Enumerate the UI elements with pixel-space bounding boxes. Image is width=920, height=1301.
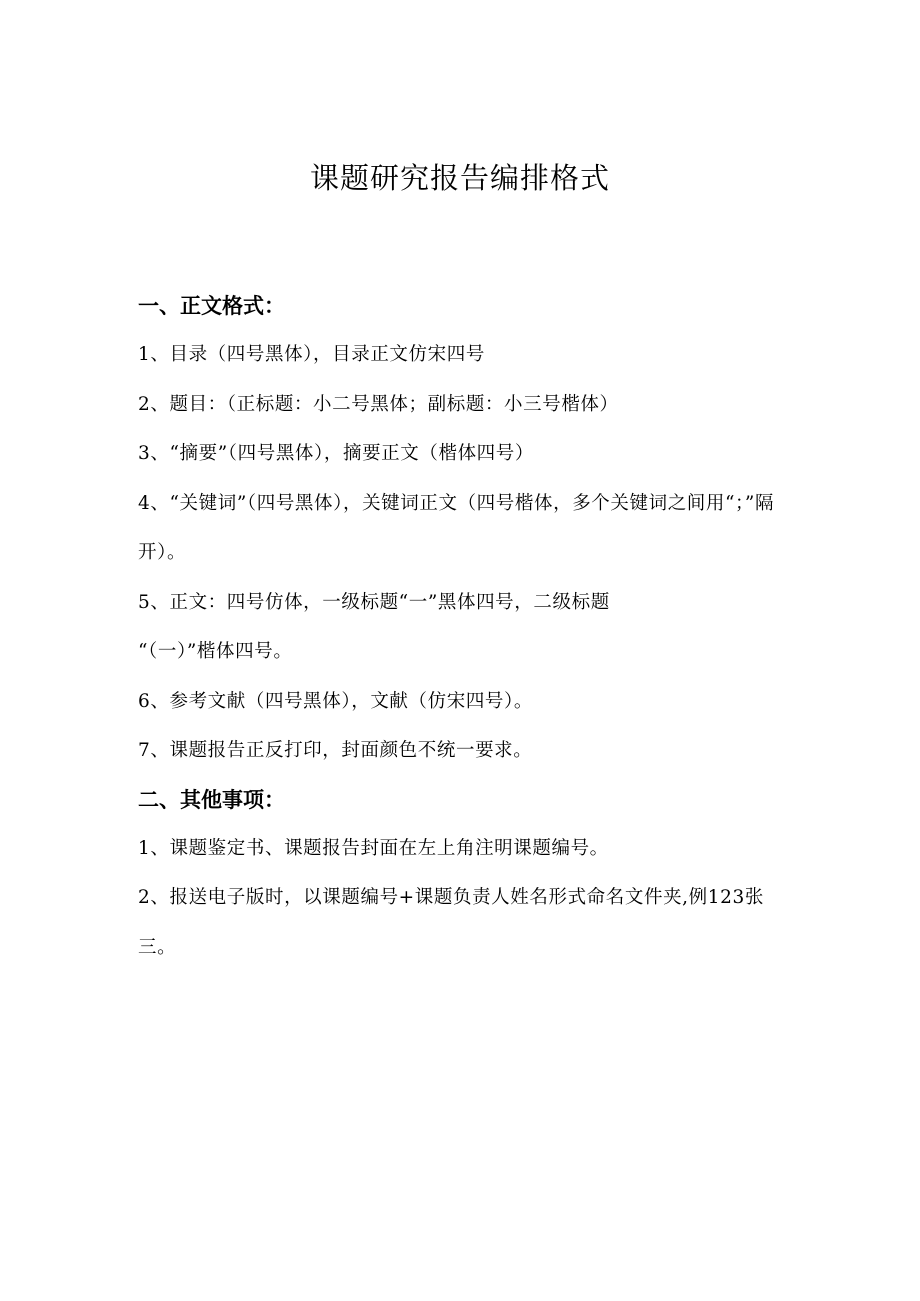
list-item: 2、题目：（正标题：小二号黑体；副标题：小三号楷体） [138, 393, 619, 415]
document-title: 课题研究报告编排格式 [309, 161, 610, 195]
section-other-matters [138, 776, 788, 973]
list-item: 6、参考文献（四号黑体），文献（仿宋四号）。 [138, 690, 533, 712]
list-item: 1、课题鉴定书、课题报告封面在左上角注明课题编号。 [138, 837, 609, 859]
section-heading: 二、其他事项： [138, 787, 285, 812]
list-item: 7、课题报告正反打印，封面颜色不统一要求。 [138, 740, 533, 761]
list-item: 5、正文：四号仿体，一级标题“一”黑体四号，二级标题 [138, 591, 610, 613]
list-item: 2、报送电子版时，以课题编号+课题负责人姓名形式命名文件夹,例123张三。 [138, 887, 764, 958]
list-item: 4、“关键词”（四号黑体），关键词正文（四号楷体，多个关键词之间用“；”隔开）。 [138, 492, 775, 563]
list-item: 1、目录（四号黑体），目录正文仿宋四号 [138, 344, 485, 365]
section-heading: 一、正文格式： [138, 294, 285, 318]
list-item: 3、“摘要”（四号黑体），摘要正文（楷体四号） [138, 443, 534, 464]
section-body-format [138, 282, 788, 776]
document-body [138, 282, 788, 972]
list-item: “（一）”楷体四号。 [138, 641, 293, 662]
